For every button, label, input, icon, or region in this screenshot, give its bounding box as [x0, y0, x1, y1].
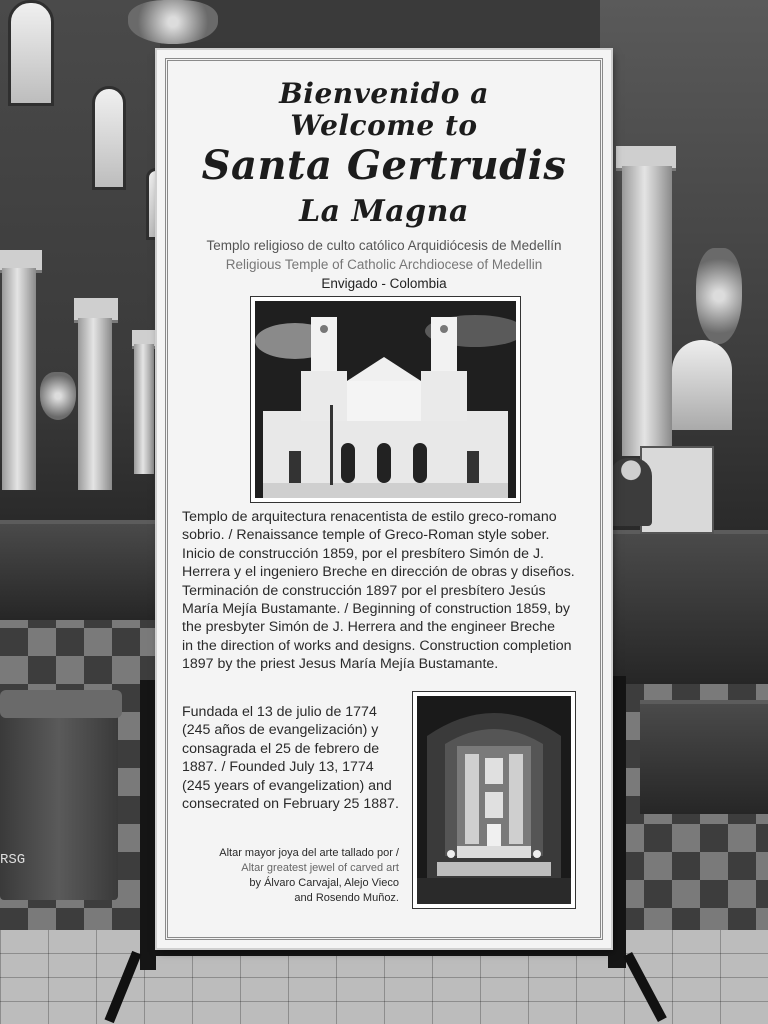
altar-caption-line: by Álvaro Carvajal, Alejo Vieco — [249, 877, 399, 889]
founding-line: (245 años de evangelización) y — [182, 722, 379, 739]
altar-caption-line: Altar mayor joya del arte tallado por / — [219, 847, 399, 859]
altar-caption — [167, 846, 399, 906]
stool-seat — [0, 690, 122, 718]
description-line: in the direction of works and designs. Construction completion — [182, 637, 572, 654]
chandelier — [40, 372, 76, 420]
plastic-stool — [0, 695, 118, 900]
description-line: 1897 by the priest Jesus María Mejía Bustamante. — [182, 656, 499, 673]
greeting-spanish: Bienvenido a — [279, 77, 489, 110]
church-facade-photo — [250, 296, 521, 503]
subtitle-spanish: Templo religioso de culto católico Arquidiócesis de Medellín — [206, 238, 562, 253]
description-line: the presbyter Simón de J. Herrera and the engineer Breche — [182, 619, 556, 636]
stone-column — [134, 344, 154, 474]
floor-marking-text: RSG — [0, 852, 26, 868]
stone-column — [2, 268, 36, 490]
description-line: Herrera y el ingeniero Breche en dirección de obras y diseños. — [182, 564, 575, 581]
chandelier — [128, 0, 218, 44]
church-pew — [612, 530, 768, 684]
welcome-sign — [157, 50, 611, 948]
founding-line: consecrated on February 25 1887. — [182, 795, 399, 812]
greeting-english: Welcome to — [290, 109, 478, 142]
subtitle-english: Religious Temple of Catholic Archdiocese of Medellin — [225, 257, 543, 272]
altar-caption-line: and Rosendo Muñoz. — [294, 892, 399, 904]
description-text — [182, 508, 575, 674]
church-pew — [640, 700, 768, 814]
founding-text — [182, 703, 399, 813]
chandelier — [696, 248, 742, 344]
location-text: Envigado - Colombia — [321, 276, 447, 291]
church-facade-illustration — [255, 301, 516, 498]
altar-illustration — [417, 696, 571, 904]
description-line: Inicio de construcción 1859, por el presbítero Simón de J. — [182, 545, 544, 562]
founding-line: Fundada el 13 de julio de 1774 — [182, 704, 377, 720]
founding-line: consagrada el 25 de febrero de — [182, 740, 380, 757]
altar-caption-line: Altar greatest jewel of carved art — [241, 862, 399, 874]
stand-post — [140, 680, 156, 970]
founding-line: 1887. / Founded July 13, 1774 — [182, 759, 374, 776]
description-line: María Mejía Bustamante. / Beginning of construction 1859, by — [182, 600, 571, 617]
church-name-suffix: La Magna — [299, 194, 469, 229]
stone-column — [78, 318, 112, 490]
church-name: Santa Gertrudis — [201, 142, 567, 189]
visitor-figure — [610, 458, 652, 526]
church-pew — [0, 520, 160, 620]
main-altar-photo — [412, 691, 576, 909]
description-line: Templo de arquitectura renacentista de estilo greco-romano — [182, 509, 557, 525]
description-line: Terminación de construcción 1897 por el presbítero Jesús — [182, 582, 546, 599]
founding-line: (245 years of evangelization) and — [182, 777, 392, 794]
description-line: sobrio. / Renaissance temple of Greco-Roman style sober. — [182, 527, 550, 544]
arched-window — [92, 86, 126, 190]
side-chapel-arch — [672, 340, 732, 430]
arched-window — [8, 0, 54, 106]
stone-column — [622, 166, 672, 456]
